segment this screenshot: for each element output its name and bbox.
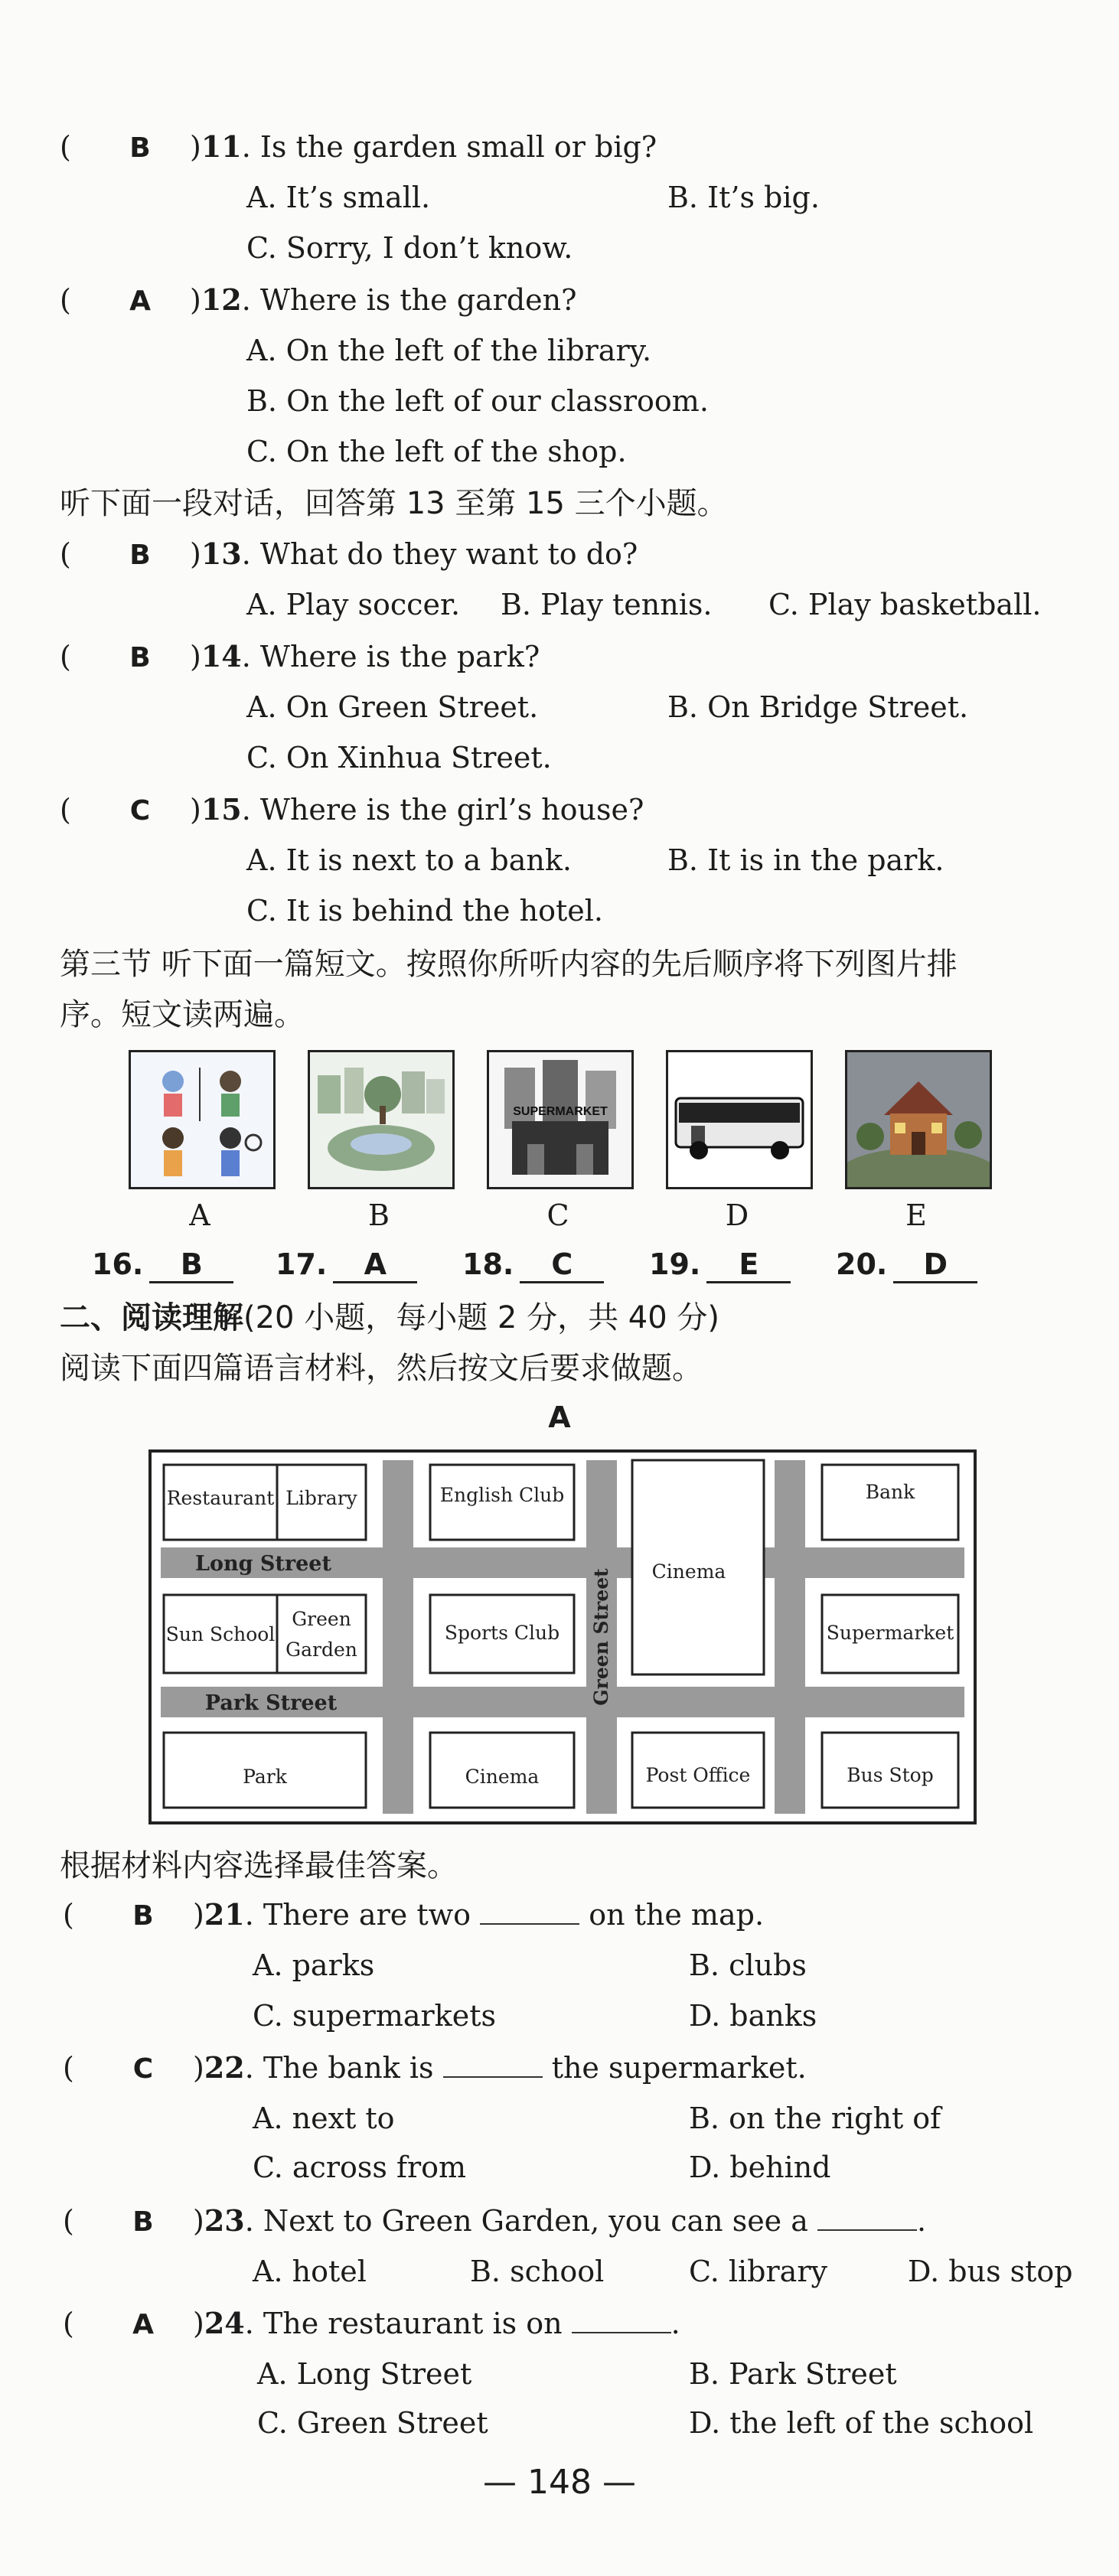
option: C. library: [689, 2255, 827, 2288]
answer-blank: [480, 1900, 579, 1925]
passage-label: A: [548, 1400, 571, 1434]
picture-a-kids-sports: [129, 1050, 276, 1189]
part2-heading-title: 二、阅读理解: [60, 1300, 243, 1335]
answer-21: B: [132, 1900, 154, 1932]
question-14: ( B )14. Where is the park?: [60, 638, 540, 677]
answer-blank: [572, 2309, 671, 2333]
answer-15: C: [129, 795, 151, 827]
option: A. parks: [253, 1948, 375, 1982]
answer-blank: [443, 2053, 543, 2078]
park-street-label: Park Street: [204, 1691, 338, 1715]
bus-stop-label: Bus Stop: [847, 1764, 934, 1786]
question-text-before: Next to Green Garden, you can see a: [263, 2204, 808, 2238]
option: A. It is next to a bank.: [246, 843, 572, 877]
question-13: ( B )13. What do they want to do?: [60, 536, 638, 574]
vertical-street-3: [775, 1460, 805, 1814]
green-garden-label-2: Garden: [285, 1639, 357, 1661]
question-number: 15: [201, 792, 242, 827]
option: A. On the left of the library.: [246, 334, 652, 367]
question-text-before: There are two: [263, 1898, 471, 1932]
answer-24: A: [132, 2309, 154, 2340]
question-24: ( A )24. The restaurant is on .: [63, 2305, 680, 2343]
fill-blank: E: [706, 1247, 791, 1283]
option: C. On the left of the shop.: [246, 435, 627, 468]
picture-label-c: C: [546, 1198, 569, 1232]
picture-b-park: [308, 1050, 455, 1189]
part2-instruction: 阅读下面四篇语言材料，然后按文后要求做题。: [60, 1351, 703, 1386]
fill-blank: B: [149, 1247, 233, 1283]
question-text: Is the garden small or big?: [259, 130, 657, 164]
green-street-label: Green Street: [590, 1568, 612, 1706]
question-text-after: the supermarket.: [551, 2051, 807, 2085]
option: C. supermarkets: [253, 1999, 496, 2033]
question-number: 12: [201, 282, 242, 317]
option: B. school: [470, 2255, 605, 2288]
question-number: 13: [201, 536, 242, 571]
option: A. Long Street: [257, 2357, 472, 2391]
question-number: 22: [204, 2050, 245, 2085]
question-22: ( C )22. The bank is the supermarket.: [63, 2049, 807, 2088]
option: B. On the left of our classroom.: [246, 384, 709, 418]
part2-heading: [60, 1299, 719, 1336]
part2-heading-detail: (20 小题，每小题 2 分，共 40 分): [243, 1300, 720, 1335]
question-text: What do they want to do?: [259, 537, 638, 571]
sun-school-label: Sun School: [165, 1623, 276, 1645]
option: C. across from: [253, 2150, 467, 2184]
option: B. On Bridge Street.: [667, 690, 969, 724]
fill-answer-20: [836, 1247, 977, 1283]
picture-c-supermarket: [487, 1050, 634, 1189]
option: D. the left of the school: [689, 2406, 1034, 2440]
page-number: — 148 —: [483, 2463, 636, 2502]
option: B. It’s big.: [667, 181, 820, 214]
option: C. On Xinhua Street.: [246, 741, 552, 774]
question-text-after: .: [670, 2307, 680, 2340]
option: C. Play basketball.: [768, 588, 1042, 621]
english-club-label: English Club: [439, 1484, 565, 1506]
choose-instruction: 根据材料内容选择最佳答案。: [60, 1848, 458, 1883]
page-number-value: 148: [527, 2463, 592, 2502]
question-text-after: .: [917, 2204, 927, 2238]
section3-instruction-line2: 序。短文读两遍。: [60, 997, 305, 1032]
bank-label: Bank: [865, 1481, 915, 1503]
street-map: [148, 1449, 977, 1824]
fill-answer-18: [462, 1247, 604, 1283]
picture-label-a: A: [189, 1198, 210, 1232]
post-office-label: Post Office: [645, 1764, 751, 1786]
option: C. Sorry, I don’t know.: [246, 231, 573, 265]
option: B. Play tennis.: [501, 588, 713, 621]
answer-11: B: [129, 132, 151, 164]
question-number: 21: [204, 1897, 245, 1932]
option: A. On Green Street.: [246, 690, 539, 724]
picture-label-d: D: [725, 1198, 749, 1232]
question-text-before: The restaurant is on: [263, 2307, 563, 2340]
option: B. Park Street: [689, 2357, 897, 2391]
fill-number: 20.: [836, 1247, 888, 1281]
answer-14: B: [129, 642, 151, 673]
fill-blank: C: [520, 1247, 604, 1283]
answer-12: A: [129, 285, 151, 317]
question-text: Where is the park?: [259, 640, 540, 673]
fill-blank: D: [893, 1247, 977, 1283]
option: A. hotel: [253, 2255, 367, 2288]
question-number: 23: [204, 2203, 245, 2238]
option: B. clubs: [689, 1948, 807, 1982]
question-21: ( B )21. There are two on the map.: [63, 1896, 764, 1935]
fill-number: 17.: [276, 1247, 328, 1281]
question-text: Where is the garden?: [259, 283, 577, 317]
option: A. next to: [253, 2102, 395, 2135]
fill-answer-19: [649, 1247, 791, 1283]
fill-number: 18.: [462, 1247, 514, 1281]
vertical-street-1: [383, 1460, 413, 1814]
question-number: 11: [201, 129, 242, 164]
picture-label-b: B: [368, 1198, 390, 1232]
question-15: ( C )15. Where is the girl’s house?: [60, 791, 644, 830]
park-label: Park: [243, 1766, 287, 1788]
question-12: ( A )12. Where is the garden?: [60, 282, 577, 320]
option: C. Green Street: [257, 2406, 488, 2440]
option: B. on the right of: [689, 2102, 941, 2135]
option: A. Play soccer.: [246, 588, 461, 621]
section3-instruction-line1: 第三节 听下面一篇短文。按照你所听内容的先后顺序将下列图片排: [60, 947, 958, 982]
cinema-bottom-label: Cinema: [465, 1766, 540, 1788]
long-street-label: Long Street: [195, 1552, 331, 1576]
question-text-before: The bank is: [263, 2051, 434, 2085]
question-number: 14: [201, 639, 242, 673]
answer-23: B: [132, 2206, 154, 2238]
cinema-top-label: Cinema: [651, 1560, 726, 1583]
green-garden-label-1: Green: [292, 1608, 351, 1630]
library-label: Library: [285, 1487, 357, 1509]
option: B. It is in the park.: [667, 843, 944, 877]
option: D. bus stop: [908, 2255, 1073, 2288]
restaurant-label: Restaurant: [166, 1487, 275, 1509]
question-text: Where is the girl’s house?: [259, 793, 644, 827]
instruction-13-15: 听下面一段对话，回答第 13 至第 15 三个小题。: [60, 486, 728, 521]
option: A. It’s small.: [246, 181, 431, 214]
fill-answer-17: [276, 1247, 417, 1283]
fill-number: 19.: [649, 1247, 701, 1281]
picture-e-house: [845, 1050, 992, 1189]
sports-club-label: Sports Club: [444, 1622, 560, 1644]
fill-answer-16: [92, 1247, 233, 1283]
picture-d-bus: [666, 1050, 813, 1189]
supermarket-sign-text: SUPERMARKET: [513, 1105, 608, 1118]
question-11: ( B )11. Is the garden small or big?: [60, 129, 657, 167]
fill-blank: A: [333, 1247, 417, 1283]
answer-blank: [817, 2206, 917, 2231]
question-number: 24: [204, 2306, 245, 2340]
option: C. It is behind the hotel.: [246, 894, 603, 928]
option: D. behind: [689, 2150, 831, 2184]
supermarket-label: Supermarket: [826, 1622, 954, 1644]
fill-number: 16.: [92, 1247, 144, 1281]
answer-22: C: [132, 2053, 154, 2085]
option: D. banks: [689, 1999, 817, 2033]
question-text-after: on the map.: [589, 1898, 765, 1932]
picture-label-e: E: [905, 1198, 927, 1232]
green-garden-building: [277, 1595, 366, 1673]
question-23: ( B )23. Next to Green Garden, you can see a .: [63, 2203, 926, 2241]
answer-13: B: [129, 540, 151, 571]
